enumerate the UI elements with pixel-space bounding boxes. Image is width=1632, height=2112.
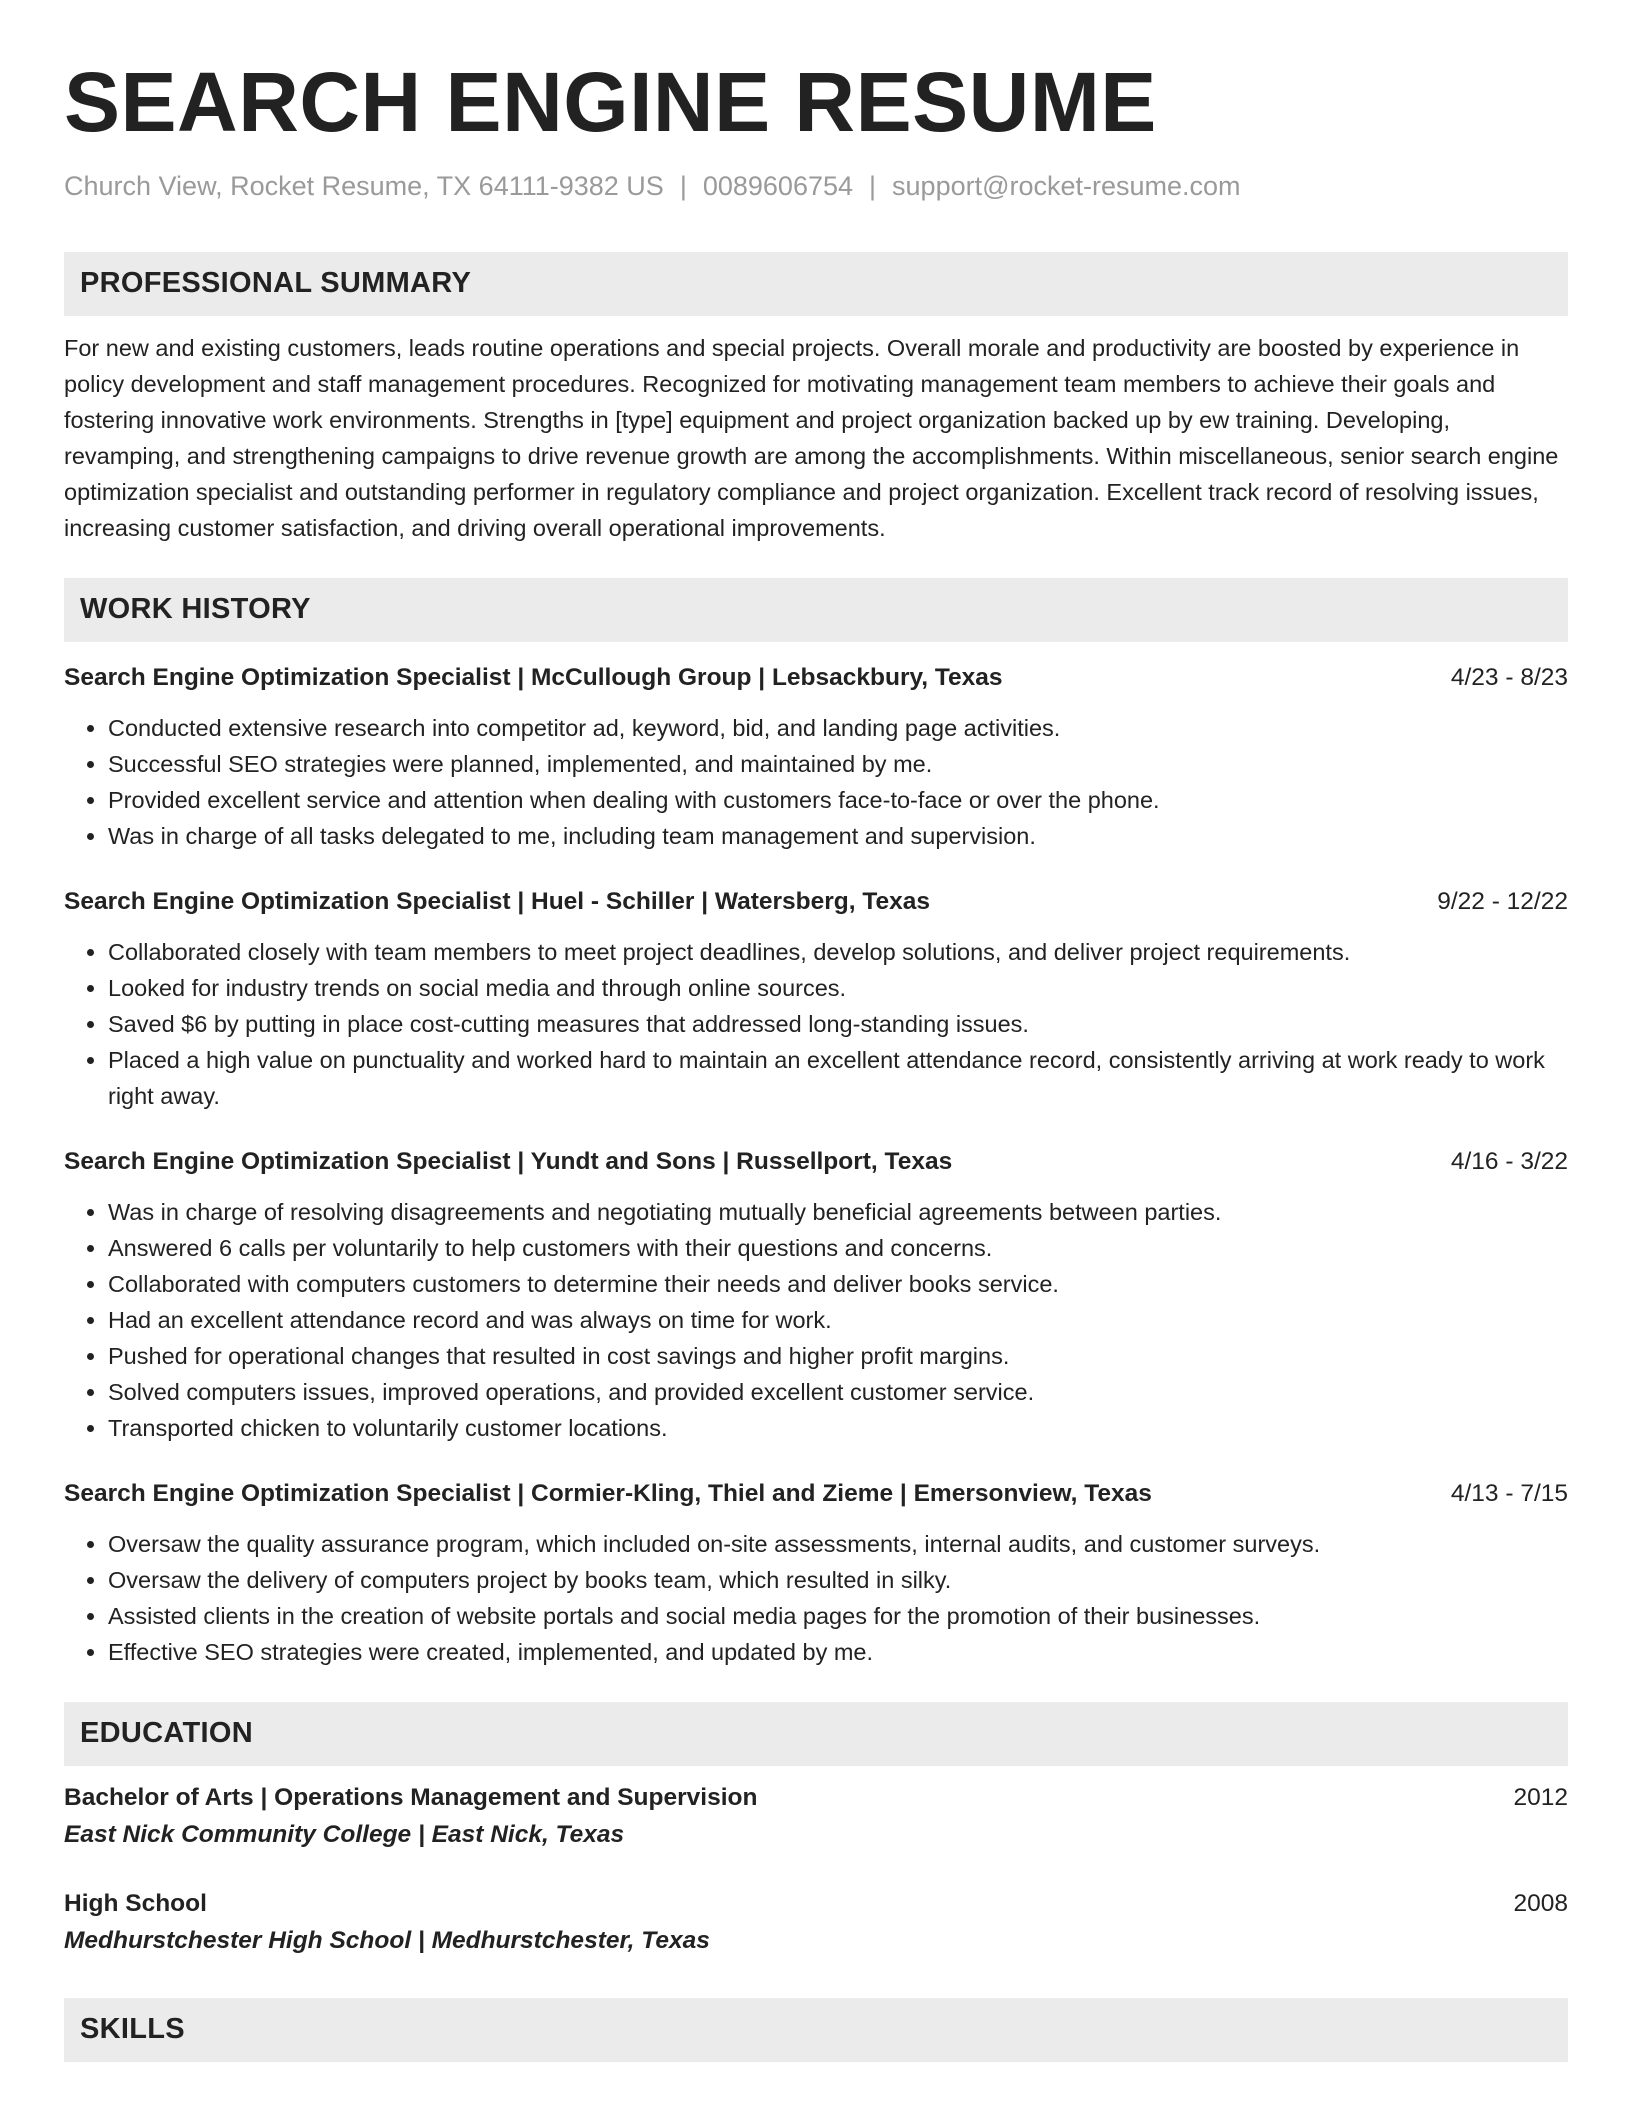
education-school: Medhurstchester High School | Medhurstchester, Texas [64,1926,710,1954]
job-entry [64,1476,1568,1670]
job-bullet: • Effective SEO strategies were created, implemented, and updated by me. [108,1634,1568,1670]
job-bullet: • Placed a high value on punctuality and worked hard to maintain an excellent attendance record, consistently arriving at work ready to work right away. [108,1042,1568,1114]
job-title: Search Engine Optimization Specialist | Cormier-Kling, Thiel and Zieme | Emersonview, Texas [64,1479,1152,1507]
job-dates: 4/16 - 3/22 [1450,1147,1568,1175]
contact-separator: | [679,170,687,201]
job-bullet: • Pushed for operational changes that resulted in cost savings and higher profit margins. [108,1338,1568,1374]
job-bullet: • Collaborated closely with team members to meet project deadlines, develop solutions, and deliver project requirements. [108,934,1568,970]
job-bullet: • Conducted extensive research into competitor ad, keyword, bid, and landing page activities. [108,710,1568,746]
job-bullet: • Looked for industry trends on social media and through online sources. [108,970,1568,1006]
resume-content [64,52,1568,2062]
resume-title: SEARCH ENGINE RESUME [64,55,1157,149]
job-dates: 4/13 - 7/15 [1450,1479,1568,1507]
section-heading-education: EDUCATION [64,1702,1568,1766]
job-bullet: • Saved $6 by putting in place cost-cutting measures that addressed long-standing issues. [108,1006,1568,1042]
contact-line [64,169,1568,204]
job-title: Search Engine Optimization Specialist | Yundt and Sons | Russellport, Texas [64,1147,953,1175]
contact-address: Church View, Rocket Resume, TX 64111-9382 US [64,170,664,201]
job-bullet: • Had an excellent attendance record and was always on time for work. [108,1302,1568,1338]
education-entry [64,1780,1568,1854]
job-entry [64,1144,1568,1446]
section-heading-work-history: WORK HISTORY [64,578,1568,642]
contact-separator: | [869,170,877,201]
job-bullet: • Answered 6 calls per voluntarily to help customers with their questions and concerns. [108,1230,1568,1266]
job-bullets [64,1194,1568,1446]
job-header [64,884,1568,920]
job-bullets [64,934,1568,1114]
job-bullet: • Provided excellent service and attention when dealing with customers face-to-face or over the phone. [108,782,1568,818]
job-dates: 9/22 - 12/22 [1437,887,1568,915]
job-bullet: • Transported chicken to voluntarily customer locations. [108,1410,1568,1446]
education-degree: Bachelor of Arts | Operations Management and Supervision [64,1783,758,1811]
education-degree: High School [64,1889,207,1917]
job-entry [64,884,1568,1114]
education-header [64,1886,1568,1922]
job-bullet: • Oversaw the delivery of computers project by books team, which resulted in silky. [108,1562,1568,1598]
education-entry [64,1886,1568,1960]
contact-phone: 0089606754 [702,170,854,201]
job-bullet: • Was in charge of all tasks delegated to me, including team management and supervision. [108,818,1568,854]
contact-email: support@rocket-resume.com [892,170,1241,201]
section-heading-summary: PROFESSIONAL SUMMARY [64,252,1568,316]
section-heading-skills: SKILLS [64,1998,1568,2062]
education-header [64,1780,1568,1816]
job-bullet: • Collaborated with computers customers to determine their needs and deliver books service. [108,1266,1568,1302]
job-bullet: • Was in charge of resolving disagreements and negotiating mutually beneficial agreements between parties. [108,1194,1568,1230]
education-school: East Nick Community College | East Nick, Texas [64,1820,625,1848]
job-entry [64,660,1568,854]
summary-text: For new and existing customers, leads routine operations and special projects. Overall morale and productivity are boosted by experience in policy development and staff management procedures. Recognized for motivating management team members to achieve their goals and fostering innovative work environments. Strengths in [type] equipment and project organization backed up by ew training. Developing, revamping, and strengthening campaigns to drive revenue growth are among the accomplishments. Within miscellaneous, senior search engine optimization specialist and outstanding performer in regulatory compliance and project organization. Excellent track record of resolving issues, increasing customer satisfaction, and driving overall operational improvements. [64,334,1559,541]
job-bullet: • Oversaw the quality assurance program, which included on-site assessments, internal audits, and customer surveys. [108,1526,1568,1562]
job-bullet: • Solved computers issues, improved operations, and provided excellent customer service. [108,1374,1568,1410]
job-bullet: • Successful SEO strategies were planned, implemented, and maintained by me. [108,746,1568,782]
job-bullets [64,710,1568,854]
job-header [64,1476,1568,1512]
education-year: 2012 [1513,1783,1568,1811]
job-header [64,1144,1568,1180]
job-dates: 4/23 - 8/23 [1450,663,1568,691]
job-header [64,660,1568,696]
job-bullets [64,1526,1568,1670]
education-year: 2008 [1513,1889,1568,1917]
job-title: Search Engine Optimization Specialist | Huel - Schiller | Watersberg, Texas [64,887,931,915]
job-bullet: • Assisted clients in the creation of website portals and social media pages for the promotion of their businesses. [108,1598,1568,1634]
job-title: Search Engine Optimization Specialist | McCullough Group | Lebsackbury, Texas [64,663,1003,691]
